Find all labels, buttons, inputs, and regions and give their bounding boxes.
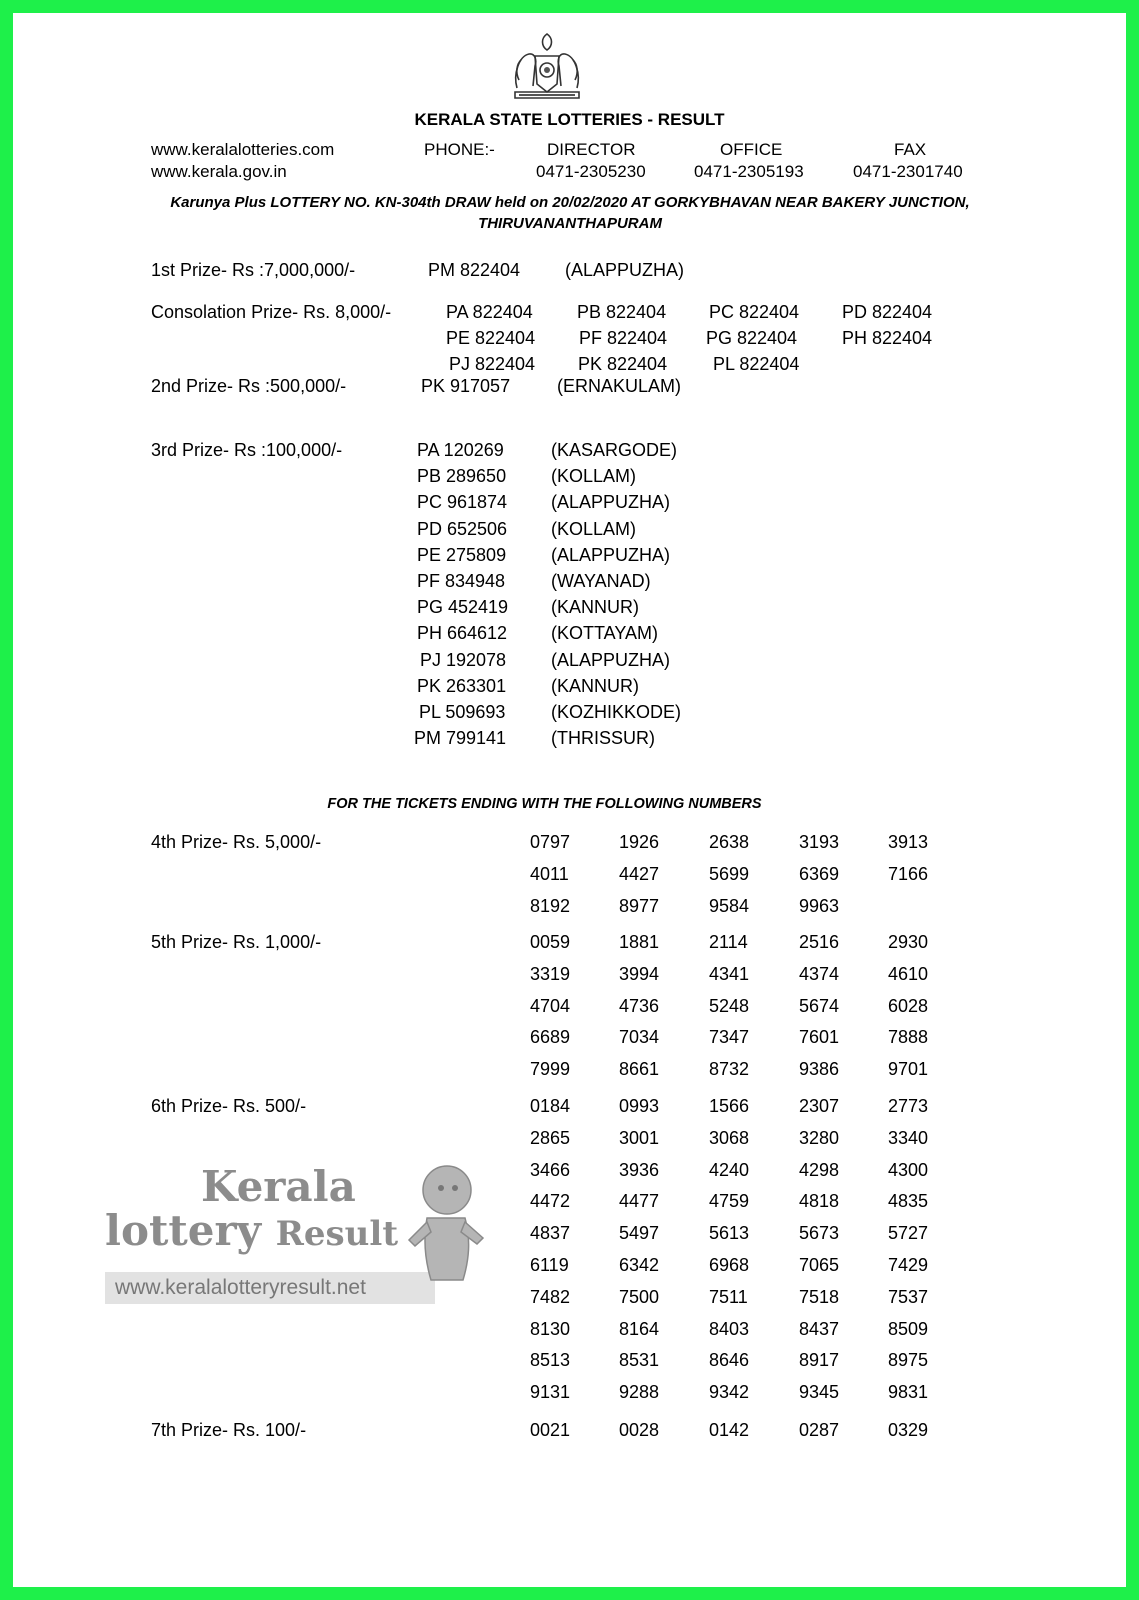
winning-number: 5727 [888,1223,929,1244]
watermark-line1: Kerala [201,1162,356,1211]
winning-number: 5497 [619,1223,660,1244]
fax-phone: 0471-2301740 [853,162,963,181]
winning-number: 4610 [888,963,929,984]
third-prize-ticket: PJ 192078 [420,649,507,670]
winning-number: 3340 [888,1127,929,1148]
winning-number: 0287 [799,1420,840,1440]
winning-number: 5699 [709,863,750,884]
winning-number: 0993 [619,1096,660,1116]
third-prize-ticket: PH 664612 [417,623,508,644]
sixth-prize-label: 6th Prize- Rs. 500/- [151,1096,307,1116]
winning-number: 7500 [619,1286,660,1307]
consolation-ticket: PA 822404 [446,302,533,322]
third-prize-place: (KASARGODE) [551,440,678,460]
winning-number: 3001 [619,1127,660,1148]
third-prize-place: (KOLLAM) [551,518,637,539]
winning-number: 1566 [709,1096,750,1116]
winning-number: 8531 [619,1350,660,1371]
office-phone: 0471-2305193 [694,162,804,181]
winning-number: 9345 [799,1382,840,1403]
winning-number: 8192 [530,895,571,916]
winning-number: 7511 [709,1286,748,1307]
director-phone: 0471-2305230 [536,162,646,181]
winning-number: 0059 [530,932,571,952]
winning-number: 9386 [799,1059,840,1080]
winning-number: 7601 [799,1027,840,1048]
winning-number: 7429 [888,1255,929,1275]
consolation-ticket: PD 822404 [842,302,933,322]
winning-number: 8437 [799,1318,840,1339]
winning-number: 8164 [619,1318,660,1339]
phone-label: PHONE:- [424,140,495,159]
winning-number: 8661 [619,1059,660,1080]
consolation-ticket: PB 822404 [577,302,667,322]
winning-number: 6968 [709,1255,750,1275]
winning-number: 9131 [530,1382,571,1403]
winning-number: 8130 [530,1318,571,1339]
winning-number: 4759 [709,1191,750,1212]
director-label: DIRECTOR [547,140,636,159]
winning-number: 4704 [530,995,571,1016]
first-prize-place: (ALAPPUZHA) [565,260,685,280]
winning-number: 4240 [709,1159,750,1180]
winning-number: 0184 [530,1096,571,1116]
website-link-1[interactable]: www.keralalotteries.com [151,140,335,159]
second-prize-label: 2nd Prize- Rs :500,000/- [151,376,347,396]
winning-number: 4374 [799,963,840,984]
winning-number: 4298 [799,1159,840,1180]
winning-number: 9584 [709,895,750,916]
winning-number: 9831 [888,1382,929,1403]
first-prize-ticket: PM 822404 [428,260,521,280]
winning-number: 6689 [530,1027,571,1048]
winning-number: 7537 [888,1286,929,1307]
winning-number: 4818 [799,1191,840,1212]
winning-number: 0142 [709,1420,750,1440]
third-prize-place: (ALAPPUZHA) [551,492,671,513]
page-title: KERALA STATE LOTTERIES - RESULT [414,110,725,129]
winning-number: 2114 [709,932,748,952]
winning-number: 8513 [530,1350,571,1371]
winning-number: 6119 [530,1255,569,1275]
third-prize-place: (KOLLAM) [551,466,637,487]
winning-number: 5613 [709,1223,750,1244]
winning-number: 0329 [888,1420,929,1440]
winning-number: 8977 [619,895,660,916]
consolation-ticket: PE 822404 [446,328,536,348]
winning-number: 9342 [709,1382,750,1403]
third-prize-place: (KANNUR) [551,597,639,618]
mascot-icon [405,1160,487,1290]
watermark-line2b: Result [275,1214,399,1254]
winning-number: 1881 [619,932,660,952]
winning-number: 5248 [709,995,750,1016]
third-prize-place: (KOTTAYAM) [551,623,658,644]
third-prize-place: (THRISSUR) [551,728,655,749]
consolation-ticket: PJ 822404 [449,354,536,374]
winning-number: 3193 [799,832,840,852]
winning-number: 5673 [799,1223,840,1244]
winning-number: 7347 [709,1027,750,1048]
winning-number: 9963 [799,895,840,916]
winning-number: 6342 [619,1255,660,1275]
fifth-prize-label: 5th Prize- Rs. 1,000/- [151,932,322,952]
winning-number: 5674 [799,995,840,1016]
winning-number: 2638 [709,832,750,852]
winning-number: 2516 [799,932,840,952]
winning-number: 8646 [709,1350,750,1371]
winning-number: 4837 [530,1223,571,1244]
winning-number: 4477 [619,1191,660,1212]
winning-number: 3994 [619,963,660,984]
third-prize-ticket: PK 263301 [417,675,507,696]
draw-info: Karunya Plus LOTTERY NO. KN-304th DRAW held on 20/02/2020 AT GORKYBHAVAN NEAR BAKERY JUNCTION, THIRUVANANTHAPURAM [170,194,970,232]
winning-number: 4427 [619,863,660,884]
third-prize-place: (ALAPPUZHA) [551,649,671,670]
winning-number: 8732 [709,1059,750,1080]
winning-number: 8403 [709,1318,750,1339]
winning-number: 0021 [530,1420,571,1440]
winning-number: 7034 [619,1027,660,1048]
third-prize-ticket: PA 120269 [417,440,504,460]
winning-number: 3466 [530,1159,571,1180]
third-prize-ticket: PD 652506 [417,518,508,539]
third-prize-ticket: PE 275809 [417,544,507,565]
winning-number: 9288 [619,1382,660,1403]
third-prize-place: (WAYANAD) [551,571,651,591]
consolation-ticket: PH 822404 [842,328,933,348]
ending-numbers-heading: FOR THE TICKETS ENDING WITH THE FOLLOWING NUMBERS [327,796,762,812]
winning-number: 6028 [888,995,929,1016]
winning-number: 4472 [530,1191,571,1212]
winning-number: 3068 [709,1127,750,1148]
third-prize-place: (ALAPPUZHA) [551,544,671,565]
watermark-line2a: lottery [105,1206,262,1255]
winning-number: 8975 [888,1350,929,1371]
winning-number: 4341 [709,963,750,984]
third-prize-ticket: PG 452419 [417,597,509,618]
winning-number: 7888 [888,1027,929,1048]
winning-number: 7065 [799,1255,840,1275]
winning-number: 3913 [888,832,929,852]
winning-number: 9701 [888,1059,929,1080]
third-prize-ticket: PF 834948 [417,571,506,591]
third-prize-place: (KANNUR) [551,675,639,696]
consolation-ticket: PK 822404 [578,354,668,374]
second-prize-ticket: PK 917057 [421,376,511,396]
winning-number: 1926 [619,832,660,852]
seventh-prize-label: 7th Prize- Rs. 100/- [151,1420,307,1440]
winning-number: 3936 [619,1159,660,1180]
watermark [105,1160,495,1310]
winning-number: 7166 [888,863,929,884]
consolation-ticket: PG 822404 [706,328,798,348]
third-prize-ticket: PB 289650 [417,466,507,487]
winning-number: 7518 [799,1286,840,1307]
winning-number: 2930 [888,932,929,952]
winning-number: 3319 [530,963,571,984]
watermark-url: www.keralalotteryresult.net [115,1276,366,1299]
consolation-ticket: PL 822404 [713,354,800,374]
winning-number: 4011 [530,863,569,884]
first-prize-label: 1st Prize- Rs :7,000,000/- [151,260,356,280]
winning-number: 4835 [888,1191,929,1212]
winning-number: 2773 [888,1096,929,1116]
website-link-2[interactable]: www.kerala.gov.in [151,162,287,181]
fax-label: FAX [894,140,927,159]
winning-number: 2865 [530,1127,571,1148]
winning-number: 7999 [530,1059,571,1080]
winning-number: 4300 [888,1159,929,1180]
consolation-ticket: PF 822404 [579,328,668,348]
winning-number: 0797 [530,832,571,852]
winning-number: 8917 [799,1350,840,1371]
winning-number: 6369 [799,863,840,884]
third-prize-ticket: PC 961874 [417,492,508,513]
third-prize-ticket: PM 799141 [414,728,507,749]
winning-number: 7482 [530,1286,571,1307]
fourth-prize-label: 4th Prize- Rs. 5,000/- [151,832,322,852]
winning-number: 2307 [799,1096,840,1116]
winning-number: 8509 [888,1318,929,1339]
kerala-emblem-icon [507,26,587,106]
office-label: OFFICE [720,140,783,159]
third-prize-ticket: PL 509693 [419,702,506,722]
third-prize-place: (KOZHIKKODE) [551,702,682,722]
consolation-ticket: PC 822404 [709,302,800,322]
winning-number: 3280 [799,1127,840,1148]
consolation-label: Consolation Prize- Rs. 8,000/- [151,302,392,322]
winning-number: 4736 [619,995,660,1016]
winning-number: 0028 [619,1420,660,1440]
second-prize-place: (ERNAKULAM) [557,376,682,396]
third-prize-label: 3rd Prize- Rs :100,000/- [151,440,343,460]
